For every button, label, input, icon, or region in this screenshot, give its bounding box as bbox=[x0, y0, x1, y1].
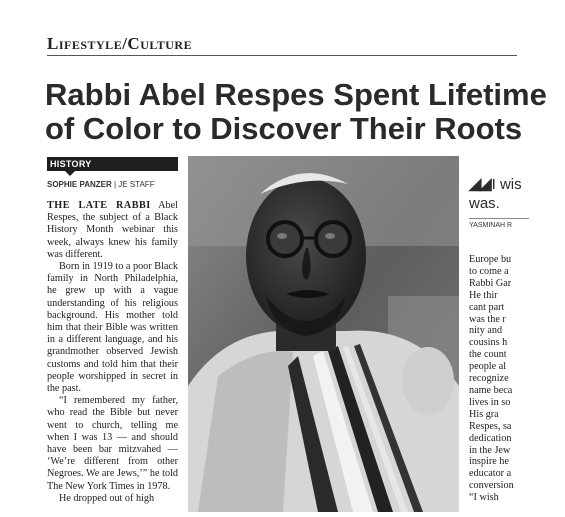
paragraph-3: “I remembered my father, who read the Bible but never went to church, telling me when I was 13 — and should have been bar mitzvahed — ‘We’re different from other Negroes. We are Jews,’” he told The New York Times in 1978. bbox=[47, 395, 178, 492]
section-divider bbox=[47, 55, 517, 56]
column-3-line: Europe bu bbox=[469, 254, 512, 265]
column-3-line: nity and bbox=[469, 325, 503, 337]
pull-quote-line-2: was. bbox=[469, 195, 500, 212]
pull-quote bbox=[469, 175, 529, 213]
rabbi-portrait-photo bbox=[188, 156, 459, 512]
column-3-line: cousins h bbox=[469, 337, 508, 349]
column-3-line: people al bbox=[469, 361, 507, 373]
column-3-line: was the r bbox=[469, 313, 506, 325]
byline-author: SOPHIE PANZER bbox=[47, 180, 112, 189]
kicker-bar bbox=[47, 157, 178, 171]
headline-line-1: Rabbi Abel Respes Spent Lifetime bbox=[45, 77, 547, 112]
headline-line-2: of Color to Discover Their Roots bbox=[45, 111, 523, 146]
paragraph-2: Born in 1919 to a poor Black family in North Philadelphia, he grew up with a vague understanding of his religious background. His mother told him that their Bible was written in a different language, and his grandmother observed Jewish customs and told him that their people worshipped in secret in the past. bbox=[47, 261, 178, 395]
article-column-1 bbox=[47, 200, 178, 505]
column-3-line: His gra bbox=[469, 408, 499, 420]
pull-quote-attribution: YASMINAH R bbox=[469, 222, 513, 229]
column-3-line: in the Jew bbox=[469, 444, 511, 456]
byline-separator: | bbox=[111, 180, 119, 189]
paragraph-4: He dropped out of high bbox=[59, 492, 155, 504]
column-3-line: He thir bbox=[469, 289, 498, 301]
column-3-line: Rabbi Gar bbox=[469, 277, 512, 289]
paragraph-1-text: Abel Respes, the subject of a Black History Month webinar this week, always knew his family was different. bbox=[47, 200, 178, 260]
lead-in: THE LATE RABBI bbox=[47, 200, 151, 211]
column-3-line: educator a bbox=[469, 468, 512, 480]
column-3-line: lives in so bbox=[469, 396, 511, 408]
column-3-line: “I wish bbox=[469, 492, 499, 504]
quote-mark-icon: ◢◢ bbox=[469, 176, 490, 193]
column-3-line: Respes, sa bbox=[469, 420, 512, 432]
pull-quote-line-1: I wis bbox=[491, 176, 522, 193]
byline-org: JE STAFF bbox=[118, 180, 155, 189]
paragraph-1 bbox=[47, 200, 178, 261]
column-3-line: dedication bbox=[469, 432, 512, 444]
column-3-line: to come a bbox=[469, 265, 509, 277]
portrait-illustration bbox=[188, 156, 459, 512]
column-3-line: inspire he bbox=[469, 456, 509, 468]
column-3-line: name beca bbox=[469, 384, 513, 396]
byline bbox=[47, 180, 187, 189]
column-3-line: cant part bbox=[469, 301, 505, 313]
column-3-line: the count bbox=[469, 349, 507, 361]
kicker-pointer bbox=[65, 171, 75, 176]
column-3-line: recognize bbox=[469, 373, 509, 385]
article-column-3 bbox=[469, 254, 529, 504]
headline bbox=[45, 78, 565, 146]
section-label: Lifestyle/Culture bbox=[47, 34, 193, 53]
kicker-label: HISTORY bbox=[50, 159, 92, 169]
column-3-line: conversion bbox=[469, 480, 514, 492]
pull-quote-rule bbox=[469, 218, 529, 219]
